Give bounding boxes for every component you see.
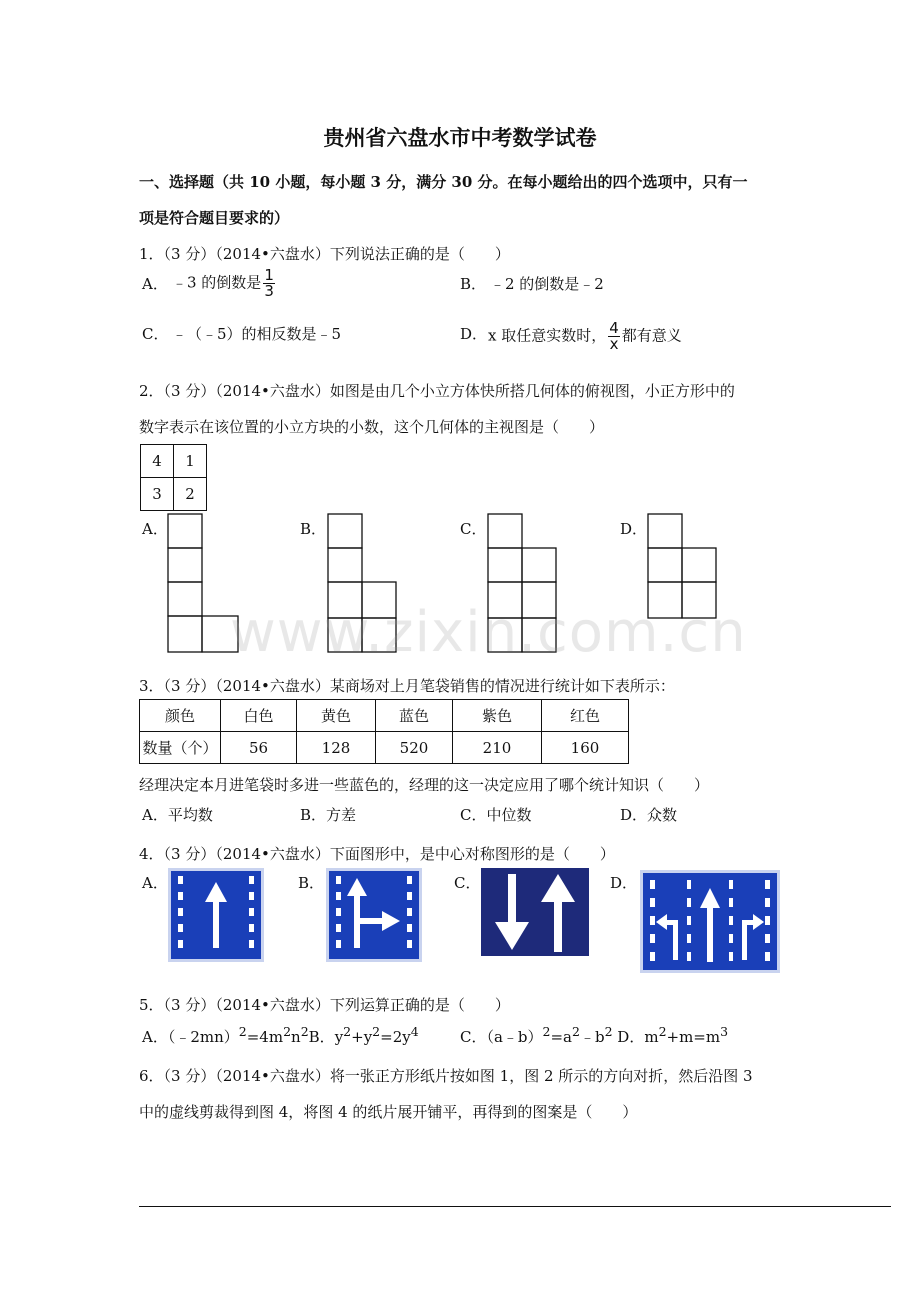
q2-option-b-label: B． — [300, 520, 327, 538]
table-header-cell: 黄色 — [297, 700, 376, 732]
table-cell: 128 — [297, 732, 376, 764]
q1-option-a-fraction — [263, 268, 275, 299]
q2-option-a-label: A． — [142, 520, 168, 538]
q1-stem: 1．（3 分）（2014•六盘水）下列说法正确的是（ ） — [139, 245, 510, 263]
q2-option-d-label: D． — [620, 520, 648, 538]
sign-c-up-down-arrows-icon — [481, 868, 589, 956]
q5-options-cd — [460, 1024, 728, 1047]
q5-a-exp: 2 — [238, 1024, 247, 1039]
sign-b-straight-right-arrow-icon — [326, 868, 422, 962]
q5-d-part: +m=m — [666, 1028, 721, 1046]
table-header-cell: 蓝色 — [376, 700, 453, 732]
option-a-figure — [168, 514, 238, 652]
table-cell: 160 — [542, 732, 629, 764]
q5-option-c-label: C． — [460, 1028, 487, 1046]
table-header-cell: 颜色 — [140, 700, 221, 732]
q4-option-d-label: D． — [610, 874, 638, 892]
table-cell: 210 — [453, 732, 542, 764]
q5-option-b-label: B． — [308, 1028, 335, 1046]
table-header-cell: 紫色 — [453, 700, 542, 732]
table-cell: 数量（个） — [140, 732, 221, 764]
q1-option-d-pre: x 取任意实数时， — [488, 326, 607, 345]
q3-option-b: B．方差 — [300, 806, 357, 824]
grid-cell: 4 — [141, 445, 174, 478]
q3-option-d: D．众数 — [620, 806, 678, 824]
table-cell: 56 — [221, 732, 297, 764]
q5-d-exp: 2 — [658, 1024, 667, 1039]
q5-b-exp: 4 — [410, 1024, 419, 1039]
q1-d-frac-den: x — [609, 335, 619, 353]
table-row — [140, 732, 629, 764]
q5-option-a-label: A． — [142, 1028, 168, 1046]
grid-cell: 3 — [141, 478, 174, 511]
q5-b-part: +y — [351, 1028, 373, 1046]
sign-a-straight-arrow-icon — [168, 868, 264, 962]
q1-option-a-label: A． — [142, 275, 168, 293]
q1-option-d — [488, 321, 682, 352]
q1-option-b-label: B． — [460, 275, 487, 293]
q2-line1: 2．（3 分）（2014•六盘水）如图是由几个小立方体快所搭几何体的俯视图，小正方形中的 — [139, 382, 735, 400]
sales-table — [139, 699, 629, 764]
q5-b-exp: 2 — [372, 1024, 381, 1039]
q5-c-part: （a﹣b） — [486, 1028, 543, 1046]
section-heading-line1: 一、选择题（共 10 小题，每小题 3 分，满分 30 分。在每小题给出的四个选项中，只有一 — [139, 173, 748, 191]
q3-option-a: A．平均数 — [142, 806, 213, 824]
q6-line2: 中的虚线剪裁得到图 4，将图 4 的纸片展开铺平，再得到的图案是（ ） — [139, 1103, 638, 1121]
q5-c-part: ﹣b — [579, 1028, 605, 1046]
q5-b-part: =2y — [380, 1028, 411, 1046]
q1-option-d-post: 都有意义 — [621, 326, 682, 345]
grid-cell: 1 — [174, 445, 207, 478]
q2-line2: 数字表示在该位置的小立方块的小数，这个几何体的主视图是（ ） — [139, 418, 605, 436]
q6-line1: 6．（3 分）（2014•六盘水）将一张正方形纸片按如图 1，图 2 所示的方向对折，然后沿图 3 — [139, 1067, 753, 1085]
q3-stem: 3．（3 分）（2014•六盘水）某商场对上月笔袋销售的情况进行统计如下表所示： — [139, 677, 675, 695]
page-title: 贵州省六盘水市中考数学试卷 — [323, 125, 597, 150]
q5-a-exp: 2 — [300, 1024, 309, 1039]
q5-a-exp: 2 — [283, 1024, 292, 1039]
table-header-cell: 白色 — [221, 700, 297, 732]
table-header-cell: 红色 — [542, 700, 629, 732]
q5-a-part: n — [291, 1028, 301, 1046]
table-header-row — [140, 700, 629, 732]
q5-c-exp: 2 — [542, 1024, 551, 1039]
q5-b-exp: 2 — [343, 1024, 352, 1039]
q5-c-part: =a — [550, 1028, 572, 1046]
q3-follow: 经理决定本月进笔袋时多进一些蓝色的，经理的这一决定应用了哪个统计知识（ ） — [139, 776, 710, 794]
q4-option-b-label: B． — [298, 874, 325, 892]
q1-option-d-label: D． — [460, 325, 488, 343]
table-cell: 520 — [376, 732, 453, 764]
q5-option-d-label: D． — [617, 1028, 645, 1046]
grid-cell: 2 — [174, 478, 207, 511]
q3-option-c: C．中位数 — [460, 806, 532, 824]
top-view-grid — [140, 444, 207, 511]
q1-option-a — [172, 268, 277, 299]
q5-c-exp: 2 — [604, 1024, 613, 1039]
q5-stem: 5．（3 分）（2014•六盘水）下列运算正确的是（ ） — [139, 996, 510, 1014]
q5-b-part: y — [334, 1028, 344, 1046]
q1-option-a-text: ﹣3 的倒数是 — [172, 273, 262, 292]
q5-options — [142, 1024, 419, 1047]
q5-c-exp: 2 — [572, 1024, 580, 1039]
watermark: www.zixin.com.cn — [230, 600, 747, 665]
q1-d-frac-num: 4 — [609, 319, 619, 337]
q1-option-b-text: ﹣2 的倒数是﹣2 — [490, 275, 604, 293]
section-heading-line2: 项是符合题目要求的） — [139, 209, 290, 227]
page-footer-rule — [139, 1206, 891, 1207]
q1-option-d-fraction — [608, 321, 620, 352]
q5-a-part: （﹣2mn） — [167, 1028, 239, 1046]
q5-d-exp: 3 — [720, 1024, 729, 1039]
q2-option-c-label: C． — [460, 520, 487, 538]
sign-d-three-lane-arrows-icon — [640, 870, 780, 973]
q1-option-c-label: C． — [142, 325, 169, 343]
q4-stem: 4．（3 分）（2014•六盘水）下面图形中，是中心对称图形的是（ ） — [139, 845, 615, 863]
q4-option-a-label: A． — [142, 874, 168, 892]
q1-a-frac-den: 3 — [264, 282, 274, 300]
q1-option-c-text: ﹣（﹣5）的相反数是﹣5 — [172, 325, 342, 343]
q5-a-part: =4m — [246, 1028, 284, 1046]
q1-a-frac-num: 1 — [264, 266, 274, 284]
q5-d-part: m — [644, 1028, 659, 1046]
q4-option-c-label: C． — [454, 874, 481, 892]
